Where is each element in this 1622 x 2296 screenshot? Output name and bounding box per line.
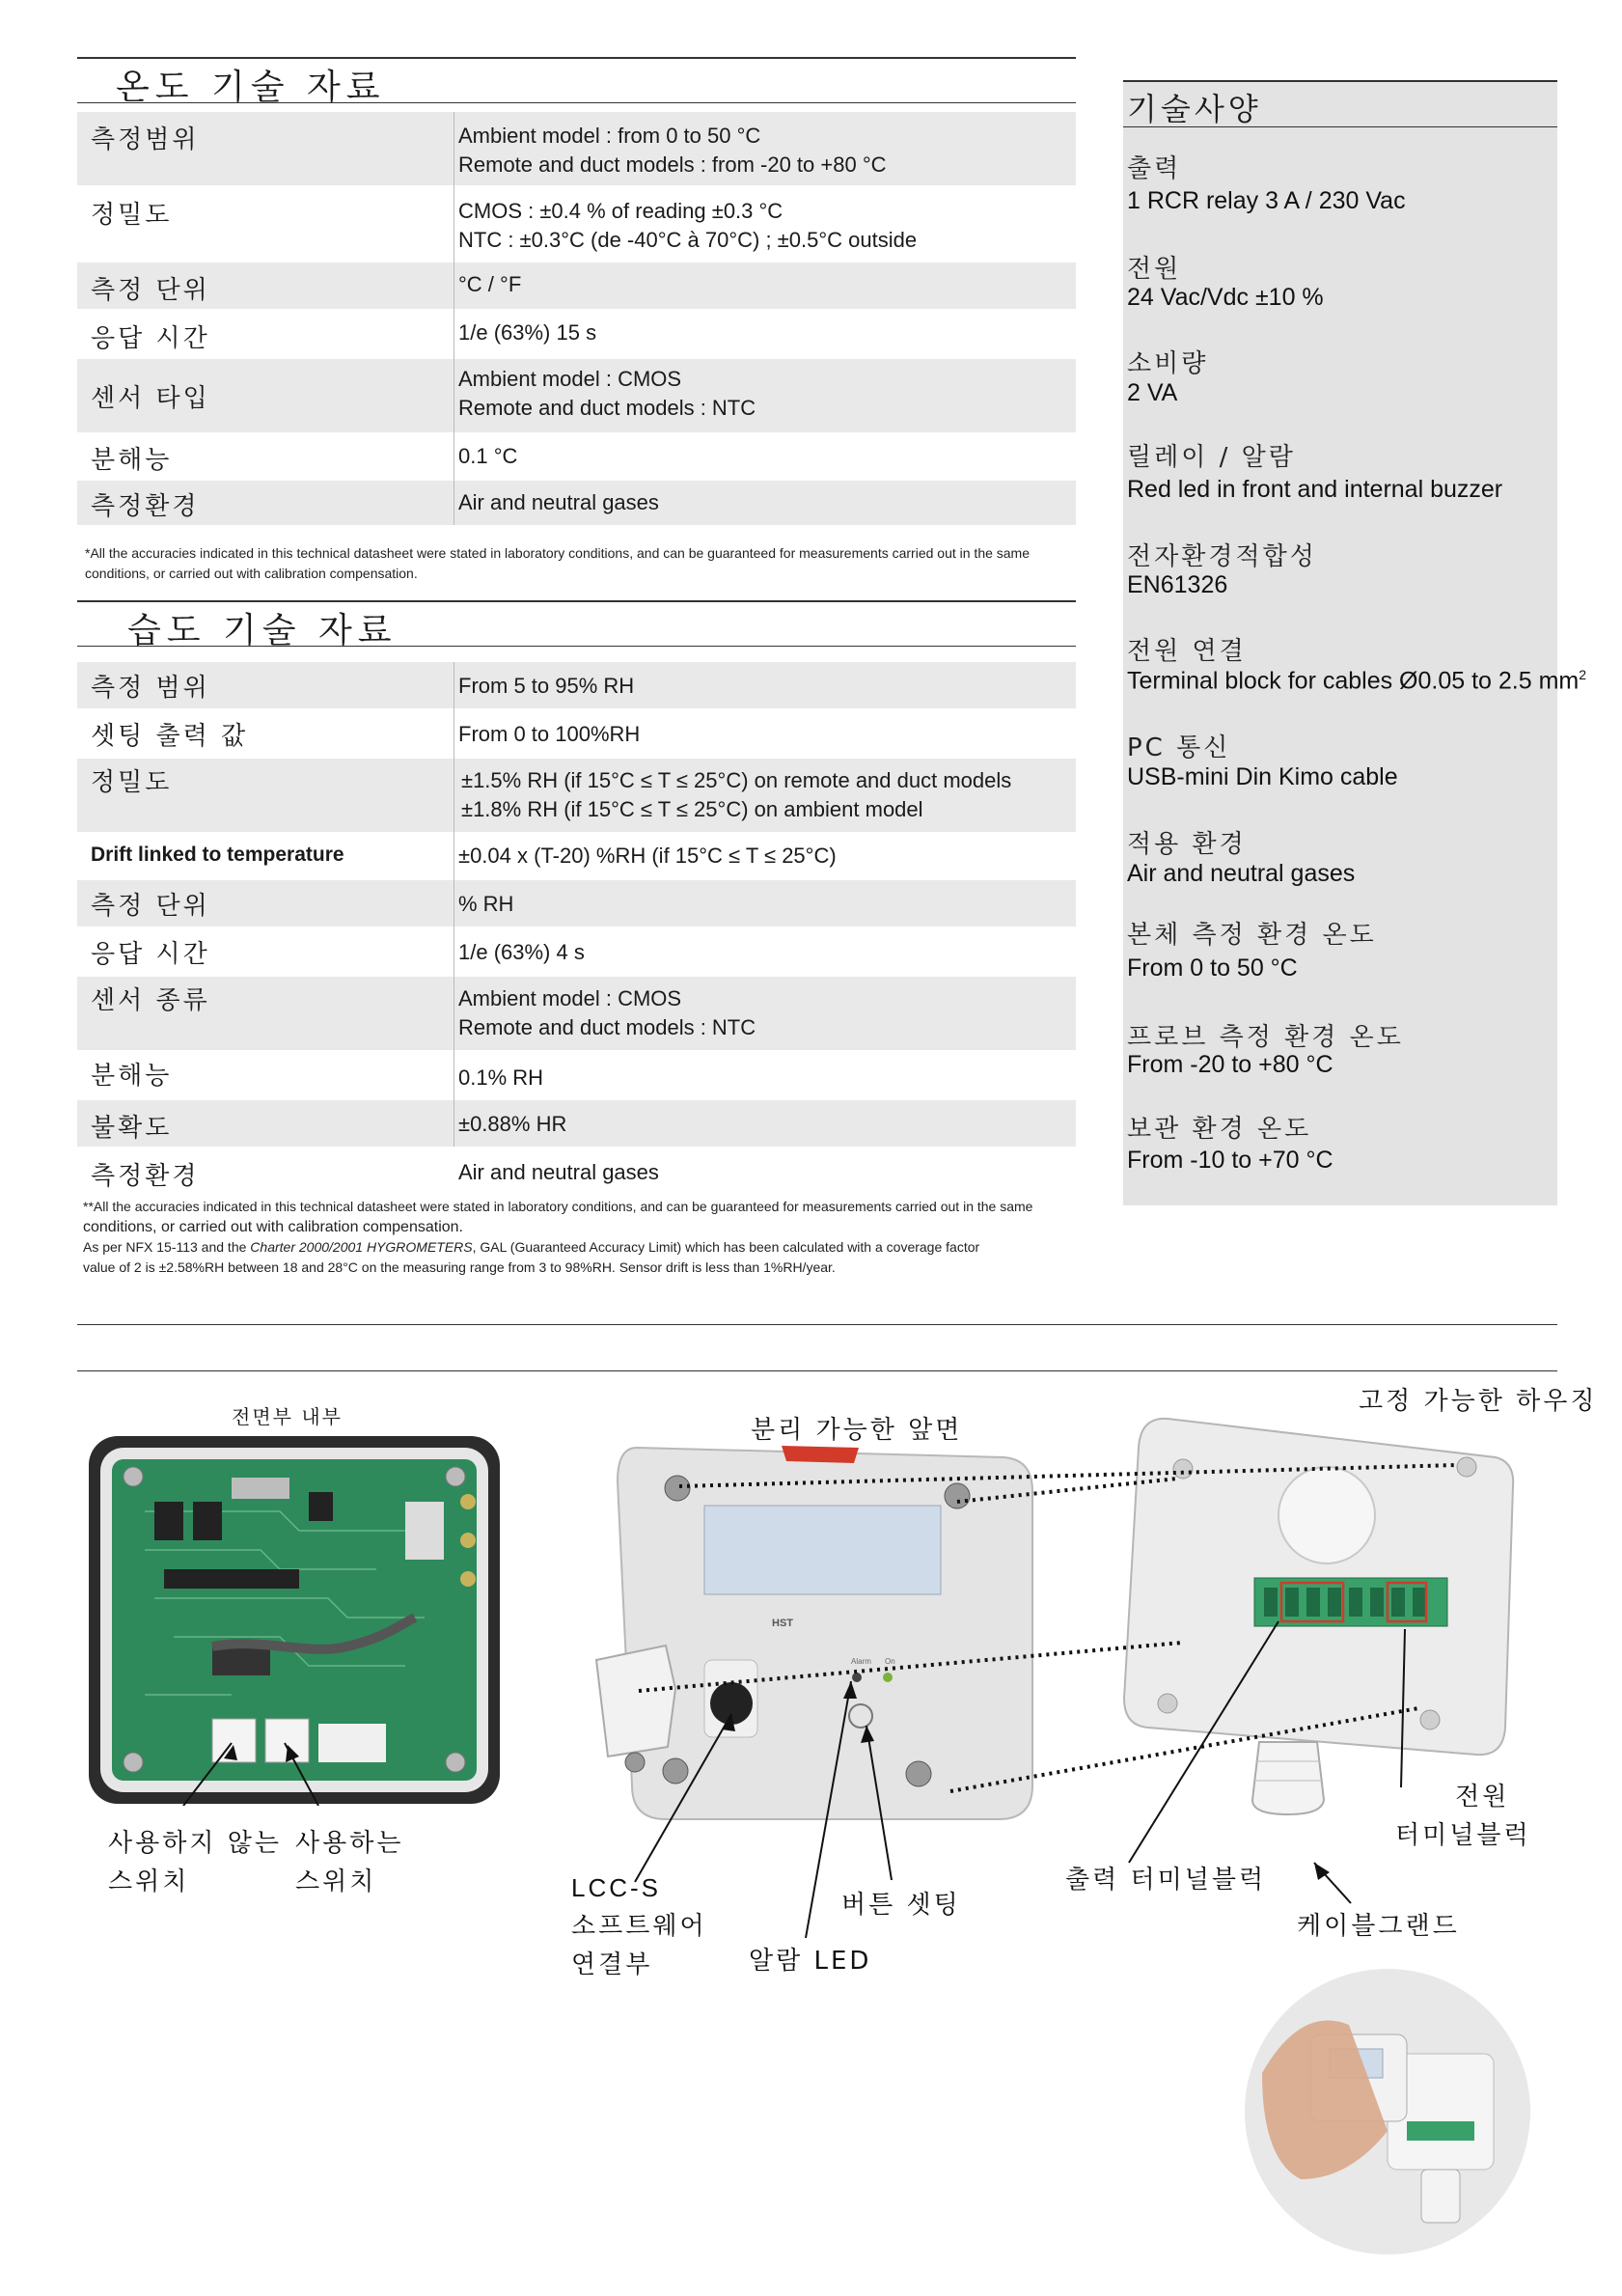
humidity-footnote-line4: value of 2 is ±2.58%RH between 18 and 28°C on the measuring range from 3 to 98%RH. Sensor drift is less than 1%RH/year.: [83, 1259, 836, 1275]
caption-line: 스위치: [295, 1867, 377, 1896]
row-label: 정밀도: [91, 201, 173, 230]
spec-label: 전원 연결: [1127, 637, 1247, 666]
row-label: 측정환경: [91, 1162, 200, 1191]
spec-title: 기술사양: [1127, 91, 1262, 127]
spec-label: 출력: [1127, 154, 1182, 183]
row-value: ±0.88% HR: [458, 1112, 567, 1136]
output-terminal-caption: 출력 터미널블럭: [1065, 1866, 1267, 1895]
temperature-footnote-line1: *All the accuracies indicated in this technical datasheet were stated in laboratory conditions, and can be guaranteed for measurements carried out in the same: [85, 545, 1031, 561]
spec-value-sup: 2: [1579, 667, 1587, 682]
row-value: ±0.04 x (T-20) %RH (if 15°C ≤ T ≤ 25°C): [458, 844, 837, 868]
row-label: 측정환경: [91, 492, 200, 521]
row-value: Remote and duct models : NTC: [458, 1015, 756, 1039]
spec-value: From -10 to +70 °C: [1127, 1147, 1333, 1174]
spec-value: Air and neutral gases: [1127, 860, 1356, 887]
spec-value: 2 VA: [1127, 379, 1178, 406]
row-value: Ambient model : CMOS: [458, 986, 682, 1010]
spec-label: 소비량: [1127, 349, 1209, 378]
footnote-italic-text: Charter 2000/2001 HYGROMETERS: [250, 1239, 473, 1255]
spec-value: 24 Vac/Vdc ±10 %: [1127, 284, 1324, 311]
row-value: ±1.5% RH (if 15°C ≤ T ≤ 25°C) on remote and duct models: [461, 768, 1012, 792]
row-value: 0.1 °C: [458, 444, 518, 468]
caption-line: 터미널블럭: [1395, 1821, 1531, 1850]
humidity-footnote-line1: **All the accuracies indicated in this technical datasheet were stated in laboratory conditions, and can be guaranteed for measurements carried out in the same: [83, 1199, 1033, 1214]
spec-label: 본체 측정 환경 온도: [1127, 921, 1377, 950]
button-setting-caption: 버튼 셋팅: [841, 1891, 961, 1920]
row-value: Remote and duct models : NTC: [458, 396, 756, 420]
row-value: Remote and duct models : from -20 to +80 °C: [458, 152, 887, 177]
footnote-text: As per NFX 15-113 and the: [83, 1239, 251, 1255]
row-value: From 5 to 95% RH: [458, 674, 635, 698]
alarm-led-caption: 알람 LED: [749, 1947, 872, 1976]
fixed-housing-caption: 고정 가능한 하우징: [1359, 1387, 1598, 1416]
row-value: 1/e (63%) 4 s: [458, 940, 585, 964]
footnote-text: , GAL (Guaranteed Accuracy Limit) which has been calculated with a coverage factor: [472, 1239, 980, 1255]
spec-value: From -20 to +80 °C: [1127, 1051, 1333, 1078]
alarm-tag: Alarm: [851, 1657, 871, 1666]
caption-line: 연결부: [571, 1950, 653, 1979]
row-value: NTC : ±0.3°C (de -40°C à 70°C) ; ±0.5°C outside: [458, 228, 918, 252]
spec-value-text: Terminal block for cables Ø0.05 to 2.5 mm: [1127, 667, 1580, 695]
row-label: Drift linked to temperature: [91, 844, 344, 866]
caption-line: 소프트웨어: [571, 1912, 707, 1941]
row-value: Ambient model : CMOS: [458, 367, 682, 391]
spec-value: 1 RCR relay 3 A / 230 Vac: [1127, 187, 1406, 214]
row-value: Air and neutral gases: [458, 490, 659, 514]
row-label: 응답 시간: [91, 324, 210, 353]
spec-value: From 0 to 50 °C: [1127, 954, 1298, 982]
row-label: 측정범위: [91, 125, 200, 154]
caption-line: 사용하지 않는: [108, 1829, 282, 1858]
temperature-footnote-line2: conditions, or carried out with calibration compensation.: [85, 566, 418, 581]
row-label: 분해능: [91, 446, 173, 475]
caption-line: 사용하는: [295, 1829, 404, 1858]
spec-value: Red led in front and internal buzzer: [1127, 476, 1503, 503]
on-tag: On: [885, 1657, 895, 1666]
row-value: ±1.8% RH (if 15°C ≤ T ≤ 25°C) on ambient model: [461, 797, 923, 821]
row-label: 셋팅 출력 값: [91, 722, 249, 751]
temperature-section-title: 온도 기술 자료: [116, 68, 386, 107]
row-value: CMOS : ±0.4 % of reading ±0.3 °C: [458, 199, 784, 223]
row-value: Air and neutral gases: [458, 1160, 659, 1184]
front-inside-caption: 전면부 내부: [232, 1405, 343, 1428]
row-label: 센서 종류: [91, 986, 210, 1015]
spec-label: 적용 환경: [1127, 830, 1247, 859]
row-value: Ambient model : from 0 to 50 °C: [458, 124, 761, 148]
row-label: 측정 단위: [91, 892, 210, 921]
row-label: 센서 타입: [91, 384, 210, 413]
row-value: From 0 to 100%RH: [458, 722, 641, 746]
row-value: 0.1% RH: [458, 1065, 544, 1090]
row-label: 정밀도: [91, 768, 173, 797]
installation-photo: [1243, 1967, 1532, 2256]
spec-label: 프로브 측정 환경 온도: [1127, 1023, 1404, 1052]
cable-gland-caption: 케이블그랜드: [1297, 1912, 1460, 1941]
spec-label: 전자환경적합성: [1127, 542, 1317, 571]
spec-label: 릴레이 / 알람: [1127, 443, 1296, 472]
row-label: 분해능: [91, 1062, 173, 1091]
row-label: 응답 시간: [91, 940, 210, 969]
row-label: 측정 범위: [91, 674, 210, 703]
humidity-section-title: 습도 기술 자료: [127, 611, 398, 650]
row-value: 1/e (63%) 15 s: [458, 320, 597, 345]
spec-label: 전원: [1127, 255, 1182, 284]
row-label: 측정 단위: [91, 276, 210, 305]
row-value: % RH: [458, 892, 514, 916]
row-label: 불확도: [91, 1114, 173, 1143]
caption-line: 전원: [1455, 1783, 1510, 1812]
detachable-front-caption: 분리 가능한 앞면: [751, 1416, 963, 1445]
caption-line: LCC-S: [571, 1873, 662, 1902]
spec-value: EN61326: [1127, 571, 1228, 598]
humidity-footnote-line2: conditions, or carried out with calibration compensation.: [83, 1219, 463, 1235]
spec-label: 보관 환경 온도: [1127, 1115, 1312, 1144]
row-value: °C / °F: [458, 272, 522, 296]
spec-label: PC 통신: [1127, 733, 1231, 762]
device-brand: HST: [772, 1618, 793, 1629]
spec-value: USB-mini Din Kimo cable: [1127, 763, 1398, 790]
caption-line: 스위치: [108, 1867, 190, 1896]
